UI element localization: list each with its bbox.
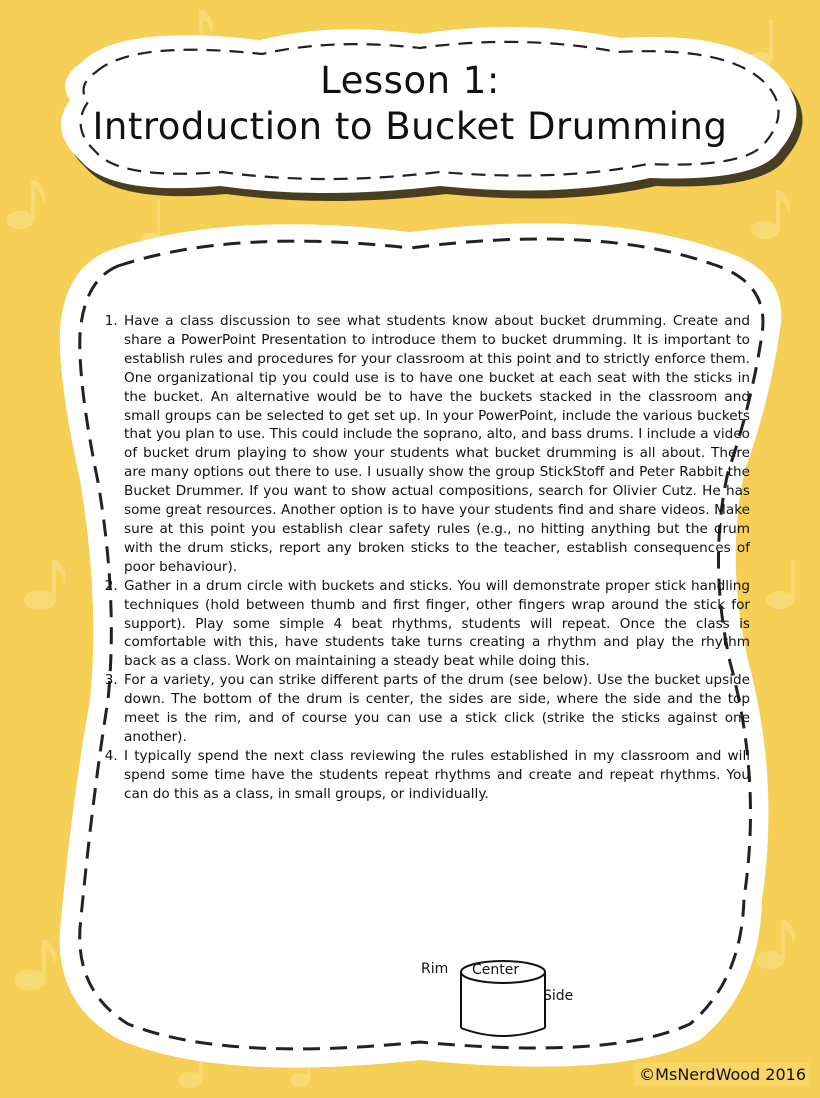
drum-label-center: Center	[472, 962, 520, 978]
copyright-notice: ©MsNerdWood 2016	[635, 1063, 810, 1086]
title-line-2: Introduction to Bucket Drumming	[92, 105, 728, 148]
title-line-1: Lesson 1:	[320, 59, 500, 102]
drum-label-rim: Rim	[421, 961, 449, 977]
lesson-title	[60, 58, 760, 150]
lesson-step-3: 3. For a variety, you can strike different parts of the drum (see below). Use the bucket upside down. The bottom of the drum is center, the sides are side, where the side and the top meet is the rim, and of course you can use a stick click (strike the sticks against one another).	[122, 671, 750, 747]
lesson-step-2: 2. Gather in a drum circle with buckets and sticks. You will demonstrate proper stick handling techniques (hold between thumb and first finger, other fingers wrap around the stick for support). Play some simple 4 beat rhythms, students will repeat. Once the class is comfortable with this, have students take turns creating a rhythm and play the rhythm back as a class. Work on maintaining a steady beat while doing this.	[122, 577, 750, 672]
lesson-steps-list	[100, 312, 750, 804]
lesson-step-4: 4. I typically spend the next class reviewing the rules established in my classroom and will spend some time have the students repeat rhythms and create and repeat rhythms. You can do this as a class, in small groups, or individually.	[122, 747, 750, 804]
drum-label-side: Side	[543, 988, 574, 1004]
lesson-step-1: 1. Have a class discussion to see what students know about bucket drumming. Create and share a PowerPoint Presentation to introduce them to bucket drumming. It is important to establish rules and procedures for your classroom at this point and to strictly enforce them. One organizational tip you could use is to have one bucket at each seat with the sticks in the bucket. An alternative would be to have the buckets stacked in the classroom and small groups can be selected to get set up. In your PowerPoint, include the various buckets that you plan to use. This could include the soprano, alto, and bass drums. I include a video of bucket drum playing to show your students what bucket drumming is all about. There are many options out there to use. I usually show the group StickStoff and Peter Rabbit the Bucket Drummer. If you want to show actual compositions, search for Olivier Cutz. He has some great resources. Another option is to have your students find and share videos. Make sure at this point you establish clear safety rules (e.g., no hitting anything but the drum with the drum sticks, report any broken sticks to the teacher, establish consequences of poor behaviour).	[122, 312, 750, 577]
